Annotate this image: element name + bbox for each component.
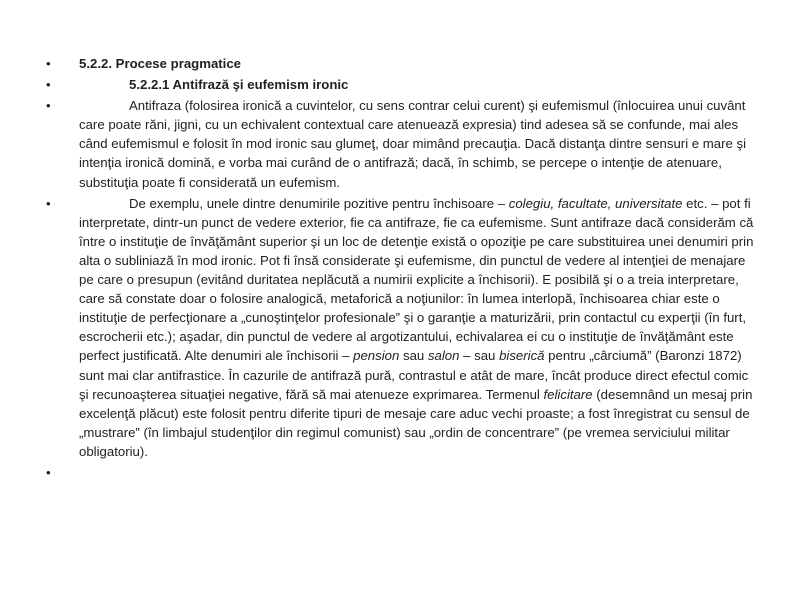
bullet-icon: • <box>46 77 51 93</box>
italic-term: salon <box>427 348 460 364</box>
italic-term: felicitare <box>543 386 593 402</box>
text-run: – sau <box>459 348 500 364</box>
bullet-icon: • <box>46 195 51 211</box>
text-run: sau <box>399 348 428 364</box>
text-run: pentru „cârciumă” (Baronzi 1872) sunt mai clar antifrastice. În cazurile de antifrază pură, contrastul e atât de mare, încât produce direct efectul comic şi recunoaşterea situaţiei negative, fără să mai atenueze exprimarea. Termenul <box>79 348 749 402</box>
list-item-empty <box>46 463 761 482</box>
text-run: De exemplu, unele dintre denumirile pozitive pentru închisoare – <box>129 195 509 211</box>
paragraph-exemplu <box>79 194 761 461</box>
bullet-list <box>46 54 761 482</box>
section-heading: 5.2.2. Procese pragmatice <box>79 56 242 71</box>
text-run: (desemnând un mesaj prin excelenţă plăcut) este folosit pentru diferite tipuri de mesaje care aduc vechi proaste; a fost înregistrat cu sensul de „mustrare” (în limbajul studenţilor din regimul comunist) sau „ordin de concentrare” (pe vremea serviciului militar obligatoriu). <box>79 386 753 459</box>
list-item-paragraph2 <box>46 194 761 461</box>
text-run: etc. – pot fi interpretate, dintr-un punct de vedere exterior, fie ca antifraze, fie ca eufemisme. Sunt antifraze dacă considerăm că între o instituţie de învăţământ superior şi un loc de detenţie există o opoziţie pe care substituirea unei denumiri prin alta o subliniază în mod ironic. Pot fi însă considerate şi eufemisme, din punctul de vedere al intenţiei de menajare pe care o presupun (evitând duritatea neplăcută a numirii explicite a închisorii). E posibilă şi o a treia interpretare, care să constate doar o folosire analogică, metaforică a noţiunilor: în lumea interlopă, închisoarea chiar este o instituţie de perfecţionare a „cunoştinţelor profesionale” şi o garanţie a maturizării, prin contactul cu experţii (în furt, escrocherii etc.); aşadar, din punctul de vedere al argotizantului, echivalarea ei cu o instituţie de învăţământ este perfect justificată. Alte denumiri ale închisorii – <box>79 195 754 364</box>
bullet-icon: • <box>46 56 51 71</box>
italic-term: biserică <box>499 348 545 364</box>
list-item-heading1 <box>46 54 761 73</box>
paragraph-antifraza: Antifraza (folosirea ironică a cuvintelor, cu sens contrar celui curent) şi eufemismul (înlocuirea unui cuvânt care poate răni, jigni, cu un echivalent contextual care atenuează expresia) tind adesea să se confunde, mai ales când eufemismul e folosit în mod ironic sau glumeţ, doar mimând precauţia. Dacă distanţa dintre sensuri e mare şi intenţia ironică domină, e vorba mai curând de o antifrază; dacă, în schimb, se percepe o intenţie de atenuare, substituţia poate fi considerată un eufemism. <box>79 98 747 190</box>
list-item-heading2 <box>46 75 761 94</box>
bullet-icon: • <box>46 464 51 480</box>
empty-item <box>79 463 761 482</box>
italic-term: pension <box>353 348 400 364</box>
bullet-icon: • <box>46 98 51 114</box>
list-item-paragraph1 <box>46 96 761 191</box>
italic-term: colegiu, facultate, universitate <box>508 195 683 211</box>
subsection-heading: 5.2.2.1 Antifrază şi eufemism ironic <box>129 77 349 93</box>
